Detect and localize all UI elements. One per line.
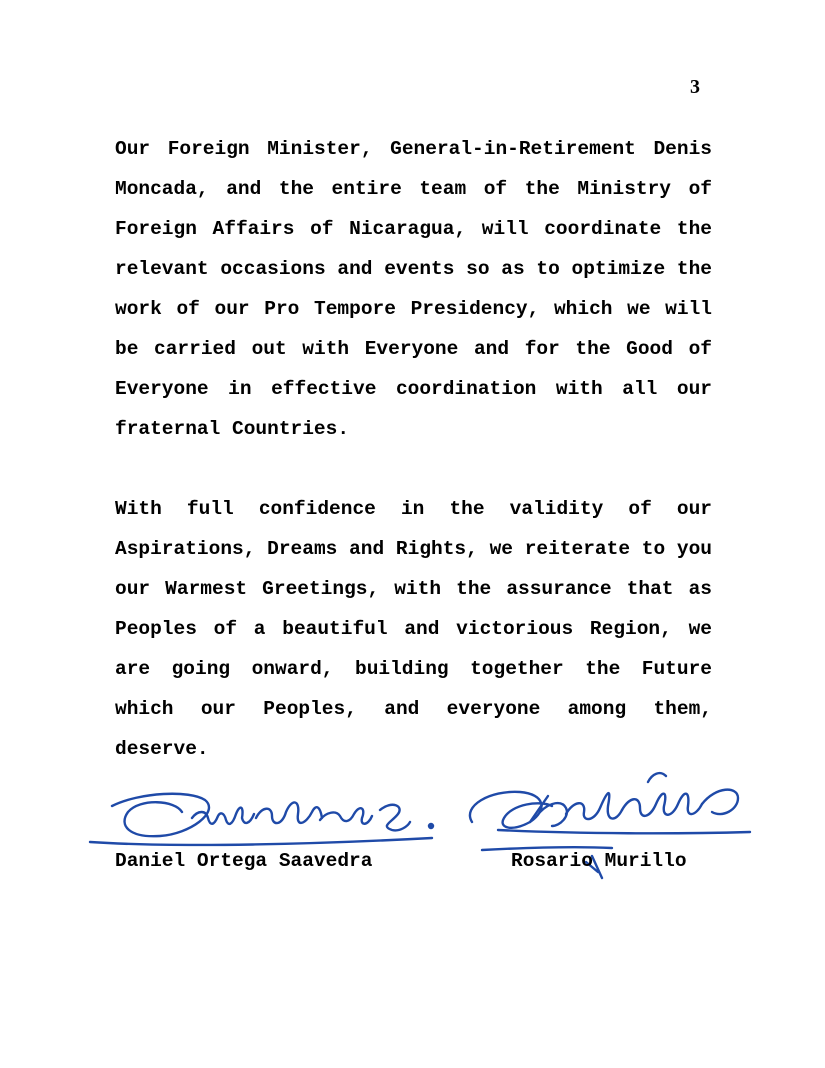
signature-stroke xyxy=(586,856,602,878)
body-paragraph: With full confidence in the validity of our Aspirations, Dreams and Rights, we reiterate to you our Warmest Greetings, with the assurance that as Peoples of a beautiful and victorious Region, we are going onward, building together the Future which our Peoples, and everyone among them, deserve. xyxy=(115,498,712,760)
signature-stroke xyxy=(648,773,666,782)
signature-stroke xyxy=(112,794,209,836)
signature-dot xyxy=(429,824,433,828)
body-paragraph: Our Foreign Minister, General-in-Retirement Denis Moncada, and the entire team of the Ministry of Foreign Affairs of Nicaragua, will coordinate the relevant occasions and events so as to optimize the work of our Pro Tempore Presidency, which we will be carried out with Everyone and for the Good of Everyone in effective coordination with all our fraternal Countries. xyxy=(115,138,712,440)
signature-stroke xyxy=(530,796,567,826)
signature-stroke xyxy=(498,830,750,833)
signature-stroke xyxy=(470,792,552,828)
signature-stroke xyxy=(256,802,322,823)
signature-daniel-ortega xyxy=(90,794,433,845)
signature-stroke xyxy=(702,790,738,814)
signature-stroke xyxy=(482,847,612,850)
signer-name-rosario-murillo: Rosario Murillo xyxy=(511,850,687,872)
signature-stroke xyxy=(90,838,432,845)
page-number: 3 xyxy=(690,76,700,98)
signature-stroke xyxy=(380,805,410,831)
signature-stroke xyxy=(622,794,702,816)
signature-rosario-murillo xyxy=(470,773,750,878)
signature-stroke xyxy=(192,808,254,824)
signature-stroke xyxy=(566,793,622,819)
signature-stroke xyxy=(320,808,372,824)
signer-name-daniel-ortega: Daniel Ortega Saavedra xyxy=(115,850,373,872)
